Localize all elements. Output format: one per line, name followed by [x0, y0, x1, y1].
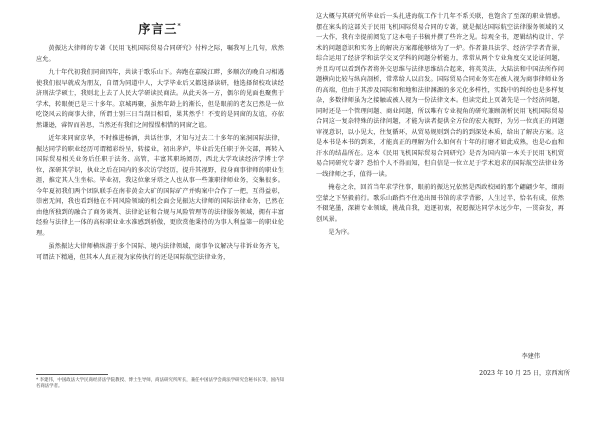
- paragraph: 是为序。: [328, 229, 354, 236]
- footnote: * 李建伟，中国政法大学民商经济法学院教授、博士生导师，商法研究所所长，兼任中国法学会商法学研究会秘书长等，国内知名商法学者。: [36, 378, 284, 390]
- paragraph: 虽然振达大律师横纵游于多个国际、境内法律领域，商事争议解决与非诉业务齐飞，可谓法下精通，但其本人真正视为家传执行的还是国际航空法律业务，: [36, 243, 284, 261]
- paragraph: 黄振达大律师的专著《民用飞机国际贸易合同研究》付梓之际，嘱我写上几句，欣然应允。: [36, 45, 284, 63]
- left-column: [36, 44, 284, 265]
- paragraph: 掩卷之余，回首当年求学往事，眼前的振达兄依然是西政校园的那个翩翩少年，细雨空蒙之下坚毅前行。歌乐山路挡不住追出图书馆的求学背影，人生过半，恰名有成，依然不辍笔墨，深耕专业领域，挑战自我，追逐初衷，祝愿振达同学永远少年，一贯奋发，再创风景。: [316, 184, 564, 223]
- page-title: [36, 20, 284, 37]
- right-column: [316, 12, 564, 241]
- signature-name: 李建伟: [521, 353, 540, 360]
- title-footnote-mark: *: [177, 23, 182, 30]
- paragraph: 近年来同窗京华，不时推进杨酒，共话往事，才知与过去二十多年的案洞国际法律，振达同学的职业经历可谓精彩纷呈，转接业，初出茅庐，毕业后先任职于外交部，再转入国际贸易相关业务后任职于法务、高管，丰富其职场阅历，西北大学攻读经济学博士学位，深研其学识，执业之后在国内的多次访学经历，提升其视野，投身商事律师的职业生涯，推定其人生坐标。毕业初，我这位象牙塔之人也从事一些兼职律师业务，交集很多。今年夏初我们两个团队联手在南非黄金大矿的国际矿产并购案中合作了一把，互得益彰，崇密无间，我也看到他在不同风险领域的机会面会见振达大律师的国际法律业务，已然在由他所独到的融合了商务谈判、法律论证和合规与风险管理等的法律服务领域，拥有丰富经验与法律上一体的高标职业业水准感到骄傲，更欣赏他秉持的为事人利益第一的职业伦理。: [36, 135, 284, 237]
- paragraph: 这大概与其研究所毕业后一头扎进海航工作十几年不系关联，也饱含了至深的职业情感。摆在案头的这部关于民用飞机国际贸易合同的专著，就是振达国际航空法律服务领域的又一大作，我有幸提前阅览了这本电子书稿并撰了些许之见。综观全书，逻辑结构设计、学术的问题意识和实务上的解决方案都能够熔为了一炉。作者兼具法学、经济学学者背景，综合运用了经济学和法学交叉学科的问题分析能力，常常从两个专业角度交叉论证问题，并且均可以看到作者将外交思维与法律思维结合起来，将英美法、大陆法和中国法所作问题横向比较与纵向剖析，常常给人以启发。国际贸易合同业务实在被人视为商事律师业务的高端，但由于其涉及国际和和地和法律渊源的多元化多样性，实践中的纠纷也是多样复杂，多数律师虽为之接触或被人视为一份法律文本。但读完此上页著先是一个经济问题，同时还是一个管理问题、商业问题，所以唯有专业视角的研究兼顾剖析民用飞机国际贸易合同这一复杂特殊的法律问题，才能为读者提供全方位的宏大视野，为另一位真正的问题审视意识，以小见大，往复循环，从贸易规则到合约的到深处本质，给出了解决方案。这是本书是本书的到来，才能真正的理解为什么如何有十年的打磨才如此成熟，也是心血和汗水的结晶所在。这本《民用飞机国际贸易合同研究》是否为国内第一本关于民用飞机贸易合同研究专著？恐怕个人不得而知，但自信是一位立足于学术追求的国际航空法律业务一线律师之手，值得一读。: [316, 13, 564, 178]
- footnote-divider: [36, 374, 108, 375]
- title-text: 序言三: [138, 22, 178, 36]
- paragraph: 九十年代初我们同窗四年，共读于歌乐山下。奔跑在嘉陵江畔，多顺次的晚自习相遇使我们很早就成为朋友，自谓为同道中人，大学毕业后又都选择读研，他选择留校攻读经济刑法学硕士，我则北上去了人民大学研读民商法。从此天各一方，偶尔的见面也聚焦于学术，转眼便已是三十多年。京城再聚，虽然年龄上的渐长，但是眼前的老友已然是一位吃饶风云的商事大律，所谓士别三日当刮目相看，果其然乎！不变的是同窗的友谊，亦依然谦逊，睿智而善思，当然还有我们之间惺惺相惜的同窗之谊。: [36, 69, 284, 129]
- right-page: [300, 0, 600, 423]
- signature-date: 2023 年 10 月 25 日，京西寓所: [479, 370, 570, 377]
